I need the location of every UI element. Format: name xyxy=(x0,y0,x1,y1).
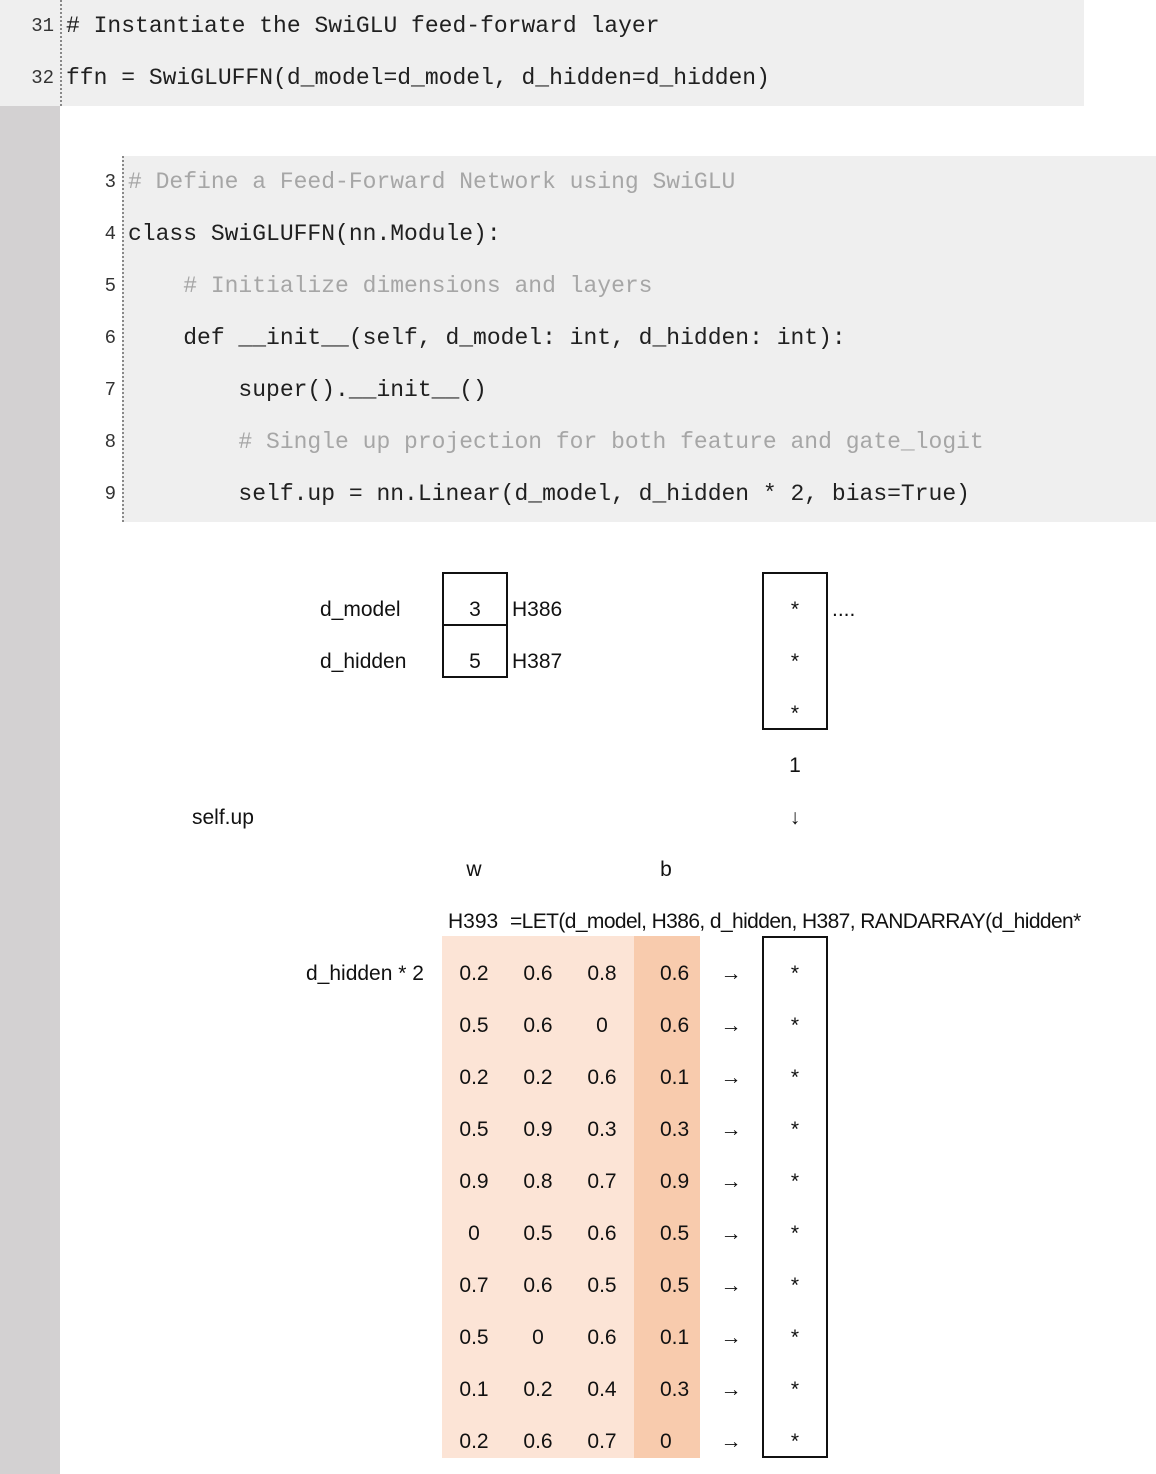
param-value-d-model[interactable]: 3 xyxy=(469,598,481,621)
weight-cell[interactable]: 0.2 xyxy=(459,962,489,985)
weight-cell[interactable]: 0.6 xyxy=(523,962,553,985)
line-number: 9 xyxy=(104,483,116,505)
weight-cell[interactable]: 0.4 xyxy=(587,1378,617,1401)
output-cell: * xyxy=(790,1222,800,1245)
rows-label: d_hidden * 2 xyxy=(306,962,424,985)
weight-cell[interactable]: 0 xyxy=(532,1326,544,1349)
code-line xyxy=(104,208,1156,260)
line-number: 6 xyxy=(104,327,116,349)
bias-cell[interactable]: 0.1 xyxy=(660,1066,690,1089)
weight-cell[interactable]: 0.5 xyxy=(459,1118,489,1141)
weight-cell[interactable]: 0.5 xyxy=(459,1014,489,1037)
weight-cell[interactable]: 0.6 xyxy=(587,1222,617,1245)
weight-cell[interactable]: 0.6 xyxy=(587,1066,617,1089)
right-arrow-icon: → xyxy=(720,1118,742,1141)
bias-cell[interactable]: 0 xyxy=(660,1430,672,1453)
code-text: ffn = SwiGLUFFN(d_model=d_model, d_hidden=d_hidden) xyxy=(66,65,770,91)
output-cell: * xyxy=(790,1118,800,1141)
code-line xyxy=(104,468,1156,520)
weight-cell[interactable]: 0 xyxy=(596,1014,608,1037)
output-cell: * xyxy=(790,1274,800,1297)
line-number: 8 xyxy=(104,431,116,453)
bias-cell[interactable]: 0.3 xyxy=(660,1378,690,1401)
weight-cell[interactable]: 0.6 xyxy=(587,1326,617,1349)
code-text: def __init__(self, d_model: int, d_hidden: int): xyxy=(128,325,846,351)
weight-cell[interactable]: 0 xyxy=(468,1222,480,1245)
output-cell: * xyxy=(790,1066,800,1089)
code-block-class xyxy=(104,156,1156,522)
right-arrow-icon: → xyxy=(720,1274,742,1297)
bias-cell[interactable]: 0.5 xyxy=(660,1274,690,1297)
down-arrow: ↓ xyxy=(789,806,801,829)
bias-cell[interactable]: 0.1 xyxy=(660,1326,690,1349)
param-label-d-model: d_model xyxy=(320,598,401,621)
right-arrow-icon: → xyxy=(720,1222,742,1245)
weight-cell[interactable]: 0.5 xyxy=(587,1274,617,1297)
code-line xyxy=(104,260,1156,312)
code-comment: # Initialize dimensions and layers xyxy=(128,273,653,299)
right-arrow-icon: → xyxy=(720,962,742,985)
code-line xyxy=(0,52,1084,104)
param-ref-d-hidden: H387 xyxy=(512,650,563,673)
weight-cell[interactable]: 0.7 xyxy=(587,1170,617,1193)
weight-cell[interactable]: 0.1 xyxy=(459,1378,489,1401)
weight-cell[interactable]: 0.3 xyxy=(587,1118,617,1141)
input-vector-cell: * xyxy=(790,598,800,621)
code-text: super().__init__() xyxy=(128,377,487,403)
code-line xyxy=(104,156,1156,208)
code-line xyxy=(104,416,1156,468)
code-text: self.up = nn.Linear(d_model, d_hidden * 2, bias=True) xyxy=(128,481,970,507)
weight-cell[interactable]: 0.5 xyxy=(459,1326,489,1349)
line-number: 31 xyxy=(31,15,54,37)
right-arrow-icon: → xyxy=(720,1014,742,1037)
weight-cell[interactable]: 0.5 xyxy=(523,1222,553,1245)
bias-cell[interactable]: 0.3 xyxy=(660,1118,690,1141)
weight-cell[interactable]: 0.2 xyxy=(523,1066,553,1089)
param-ref-d-model: H386 xyxy=(512,598,563,621)
weight-cell[interactable]: 0.8 xyxy=(523,1170,553,1193)
ellipsis: .... xyxy=(832,598,856,621)
weight-cell[interactable]: 0.7 xyxy=(587,1430,617,1453)
param-value-d-hidden[interactable]: 5 xyxy=(469,650,481,673)
bias-cell[interactable]: 0.5 xyxy=(660,1222,690,1245)
formula-text[interactable]: =LET(d_model, H386, d_hidden, H387, RANDARRAY(d_hidden* xyxy=(510,910,1081,933)
weight-cell[interactable]: 0.2 xyxy=(523,1378,553,1401)
bias-cell[interactable]: 0.6 xyxy=(660,962,690,985)
weight-cell[interactable]: 0.6 xyxy=(523,1430,553,1453)
bias-cell[interactable]: 0.6 xyxy=(660,1014,690,1037)
output-cell: * xyxy=(790,1170,800,1193)
output-cell: * xyxy=(790,962,800,985)
code-comment: # Define a Feed-Forward Network using SwiGLU xyxy=(128,169,736,195)
weight-cell[interactable]: 0.6 xyxy=(523,1014,553,1037)
line-number: 4 xyxy=(104,223,116,245)
weight-cell[interactable]: 0.7 xyxy=(459,1274,489,1297)
code-line xyxy=(104,364,1156,416)
left-gutter-bar xyxy=(0,106,60,1474)
input-vector-cell: * xyxy=(790,702,800,725)
right-arrow-icon: → xyxy=(720,1430,742,1453)
code-text: class SwiGLUFFN(nn.Module): xyxy=(128,221,501,247)
param-label-d-hidden: d_hidden xyxy=(320,650,407,673)
b-label: b xyxy=(660,858,672,881)
layer-label: self.up xyxy=(192,806,254,829)
code-comment: # Single up projection for both feature and gate_logit xyxy=(128,429,984,455)
weight-cell[interactable]: 0.6 xyxy=(523,1274,553,1297)
bias-one-label: 1 xyxy=(789,754,801,777)
code-line xyxy=(104,312,1156,364)
input-vector-cell: * xyxy=(790,650,800,673)
weight-cell[interactable]: 0.9 xyxy=(459,1170,489,1193)
w-label: w xyxy=(466,858,482,881)
right-arrow-icon: → xyxy=(720,1170,742,1193)
code-block-top xyxy=(0,0,1084,106)
output-cell: * xyxy=(790,1378,800,1401)
line-number: 3 xyxy=(104,171,116,193)
formula-ref: H393 xyxy=(448,910,499,933)
bias-cell[interactable]: 0.9 xyxy=(660,1170,690,1193)
weight-cell[interactable]: 0.8 xyxy=(587,962,617,985)
right-arrow-icon: → xyxy=(720,1326,742,1349)
line-number: 32 xyxy=(31,67,54,89)
right-arrow-icon: → xyxy=(720,1378,742,1401)
right-arrow-icon: → xyxy=(720,1066,742,1089)
weight-cell[interactable]: 0.2 xyxy=(459,1430,489,1453)
output-cell: * xyxy=(790,1326,800,1349)
output-cell: * xyxy=(790,1014,800,1037)
weight-cell[interactable]: 0.9 xyxy=(523,1118,553,1141)
line-number: 7 xyxy=(104,379,116,401)
code-line xyxy=(0,0,1084,52)
code-text: # Instantiate the SwiGLU feed-forward layer xyxy=(66,13,660,39)
output-cell: * xyxy=(790,1430,800,1453)
line-number: 5 xyxy=(104,275,116,297)
weight-cell[interactable]: 0.2 xyxy=(459,1066,489,1089)
